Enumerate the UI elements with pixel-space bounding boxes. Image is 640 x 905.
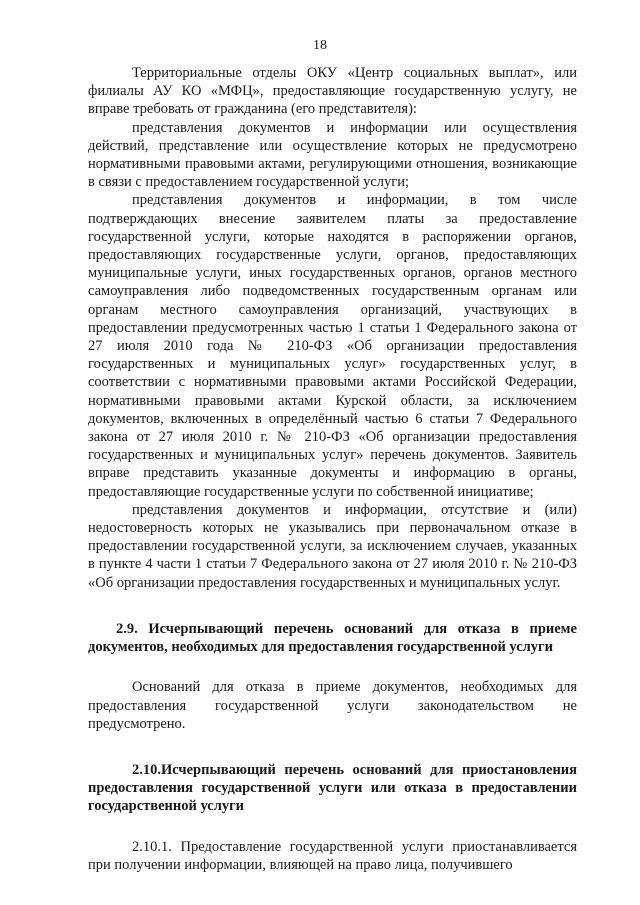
paragraph-item-3: представления документов и информации, отсутствие и (или) недостоверность которых не указывались при первоначальном отказе в предоставлении государственной услуги, за исключением случаев, указанных в пункте 4 части 1 статьи 7 Федерального закона от 27 июля 2010 г. № 210-ФЗ «Об организации предоставления государственных и муниципальных услуг. (88, 501, 577, 591)
paragraph-item-1: представления документов и информации или осуществления действий, представление или осуществление которых не предусмотрено нормативными правовыми актами, регулирующими отношения, возникающие в связи с предоставлением государственной услуги; (88, 119, 577, 191)
page-number: 18 (313, 38, 327, 53)
spacer (88, 816, 577, 838)
section-2-9-heading: 2.9. Исчерпывающий перечень оснований для отказа в приеме документов, необходимых для предоставления государственной услуги (88, 620, 577, 656)
spacer (88, 592, 577, 620)
paragraph-intro: Территориальные отделы ОКУ «Центр социальных выплат», или филиалы АУ КО «МФЦ», предоставляющие государственную услугу, не вправе требовать от гражданина (его представителя): (88, 65, 577, 118)
spacer (88, 656, 577, 678)
section-2-10-text: 2.10.1. Предоставление государственной услуги приостанавливается при получении информации, влияющей на право лица, получившего (88, 838, 577, 873)
section-2-10-heading: 2.10.Исчерпывающий перечень оснований для приостановления предоставления государственной услуги или отказа в предоставлении государственной услуги (88, 761, 577, 815)
document-body (88, 64, 577, 874)
spacer (88, 733, 577, 761)
section-2-9-text: Оснований для отказа в приеме документов, необходимых для предоставления государственной услуги законодательством не предусмотрено. (88, 679, 577, 732)
paragraph-item-2: представления документов и информации, в том числе подтверждающих внесение заявителем платы за предоставление государственной услуги, которые находятся в распоряжении органов, предоставляющих государственные услуги, органов, предоставляющих муниципальные услуги, иных государственных органов, органов местного самоуправления либо подведомственных государственным органам или органам местного самоуправления организаций, участвующих в предоставлении предусмотренных частью 1 статьи 1 Федерального закона от 27 июля 2010 года № 210-ФЗ «Об организации предоставления государственных и муниципальных услуг» государственных услуг, в соответствии с нормативными правовыми актами Российской Федерации, нормативными правовыми актами Курской области, за исключением документов, включенных в определённый частью 6 статьи 7 Федерального закона от 27 июля 2010 г. № 210-ФЗ «Об организации предоставления государственных и муниципальных услуг» перечень документов. Заявитель вправе представить указанные документы и информацию в органы, предоставляющие государственные услуги по собственной инициативе; (88, 192, 577, 500)
